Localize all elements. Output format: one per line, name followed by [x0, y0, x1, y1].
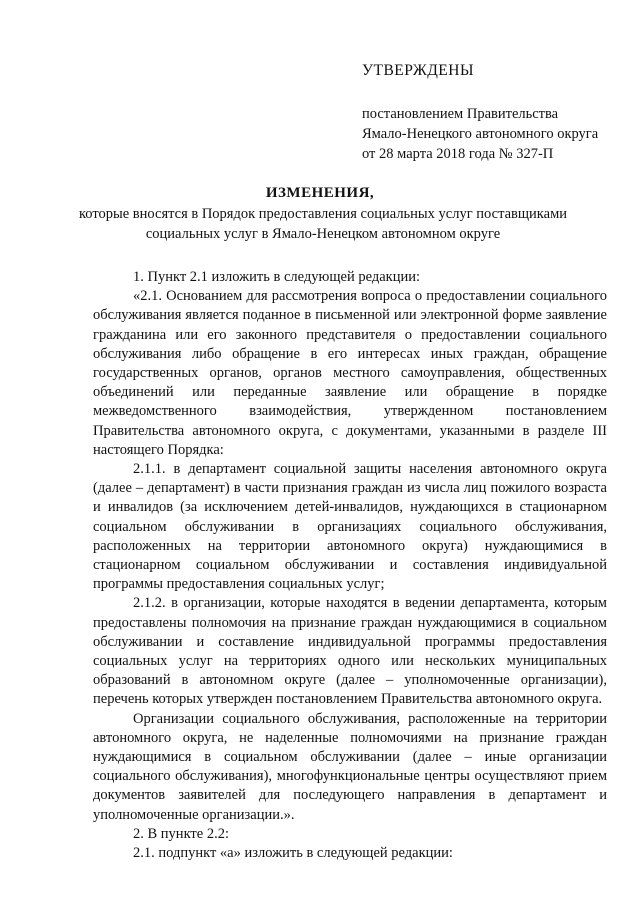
paragraph-organizations: Организации социального обслуживания, расположенные на территории автономного округа, не наделенные полномочиями на признание граждан нуждающимися в социальном обслуживании (далее – иные организации социального обслуживания), многофункциональные центры осуществляют прием документов заявителей для последующего направления в департамент и уполномоченные организации.». — [93, 710, 607, 823]
approval-heading: УТВЕРЖДЕНЫ — [362, 62, 474, 79]
document-title: ИЗМЕНЕНИЯ, — [265, 185, 375, 201]
paragraph-clause-2-1-2: 2.1.2. в организации, которые находятся в ведении департамента, которым предоставлены полномочия на признание граждан нуждающимися в социальном обслуживании и составление индивидуальной программы предоставления социальных услуг на территориях одного или нескольких муниципальных образований в автономном округе (далее – уполномоченные организации), перечень которых утвержден постановлением Правительства автономного округа. — [93, 595, 607, 708]
approval-line: Ямало-Ненецкого автономного округа — [362, 126, 599, 142]
approval-line: постановлением Правительства — [362, 106, 559, 122]
paragraph-clause-2-1-1: 2.1.1. в департамент социальной защиты населения автономного округа (далее – департамент) в части признания граждан из числа лиц пожилого возраста и инвалидов (за исключением детей-инвалидов, нуждающихся в стационарном социальном обслуживании в организациях социального обслуживания, расположенных на территории автономного округа) нуждающимися в стационарном социальном обслуживании и составления индивидуальной программы предоставления социальных услуг; — [93, 461, 607, 593]
paragraph-item-1: 1. Пункт 2.1 изложить в следующей редакции: — [133, 269, 421, 285]
approval-block — [362, 104, 598, 164]
approval-line: от 28 марта 2018 года № 327-П — [362, 146, 554, 162]
document-subtitle: которые вносятся в Порядок предоставления социальных услуг поставщиками социальных услуг в Ямало-Ненецком автономном округе — [78, 206, 568, 242]
paragraph-item-2: 2. В пункте 2.2: — [133, 825, 229, 842]
document-body — [93, 268, 607, 863]
paragraph-clause-2-1: «2.1. Основанием для рассмотрения вопроса о предоставлении социального обслуживания является поданное в письменной или электронной форме заявление гражданина или его законного представителя о предоставлении социального обслуживания либо обращение в его интересах иных граждан, обращение государственных органов, органов местного самоуправления, общественных объединений или переданные заявление или обращение в порядке межведомственного взаимодействия, утвержденном постановлением Правительства автономного округа, с документами, указанными в разделе III настоящего Порядка: — [93, 288, 607, 458]
paragraph-subitem-2-1: 2.1. подпункт «а» изложить в следующей редакции: — [133, 845, 453, 862]
